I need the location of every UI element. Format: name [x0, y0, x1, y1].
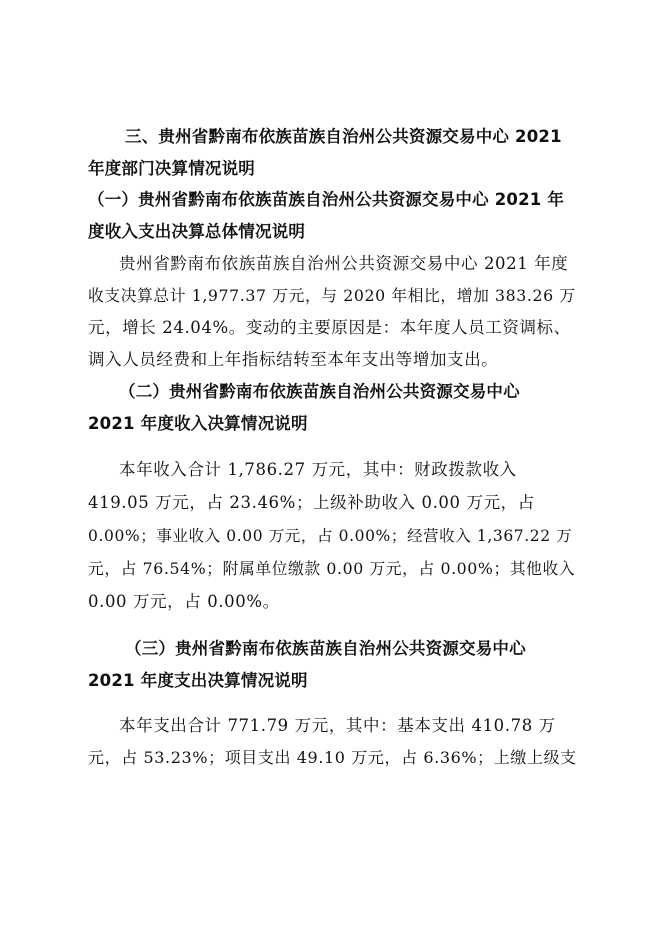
part3-heading-line-2: 2021 年度支出决算情况说明: [88, 671, 308, 690]
part2-paragraph-line: 0.00%；事业收入 0.00 万元，占 0.00%；经营收入 1,367.22 万: [88, 527, 573, 545]
part2-heading-line-2: 2021 年度收入决算情况说明: [88, 414, 308, 433]
part2-paragraph-line: 0.00 万元，占 0.00%。: [88, 592, 280, 611]
part2-heading-line-1: （二）贵州省黔南布依族苗族自治州公共资源交易中心: [119, 382, 520, 401]
part2-paragraph-line: 元，占 76.54%；附属单位缴款 0.00 万元，占 0.00%；其他收入: [88, 559, 576, 578]
part3-heading-line-1: （三）贵州省黔南布依族苗族自治州公共资源交易中心: [125, 639, 526, 658]
part3-paragraph-line: 本年支出合计 771.79 万元，其中：基本支出 410.78 万: [119, 716, 556, 735]
part1-paragraph-line: 贵州省黔南布依族苗族自治州公共资源交易中心 2021 年度: [119, 254, 569, 273]
part1-heading-line-2: 度收入支出决算总体情况说明: [88, 222, 306, 241]
part2-paragraph-line: 419.05 万元，占 23.46%；上级补助收入 0.00 万元，占: [88, 493, 535, 512]
part1-paragraph-line: 收支决算总计 1,977.37 万元，与 2020 年相比，增加 383.26 万: [88, 286, 576, 305]
part2-paragraph-line: 本年收入合计 1,786.27 万元，其中：财政拨款收入: [119, 460, 517, 479]
part1-paragraph-line: 调入人员经费和上年指标结转至本年支出等增加支出。: [88, 350, 499, 369]
section-title-line-2: 年度部门决算情况说明: [88, 159, 255, 178]
part1-heading-line-1: （一）贵州省黔南布依族苗族自治州公共资源交易中心 2021 年: [88, 190, 565, 209]
section-title-line-1: 三、贵州省黔南布依族苗族自治州公共资源交易中心 2021: [125, 127, 562, 146]
part1-paragraph-line: 元，增长 24.04%。变动的主要原因是：本年度人员工资调标、: [88, 318, 571, 337]
part3-paragraph-line: 元，占 53.23%；项目支出 49.10 万元，占 6.36%；上缴上级支: [88, 748, 577, 767]
